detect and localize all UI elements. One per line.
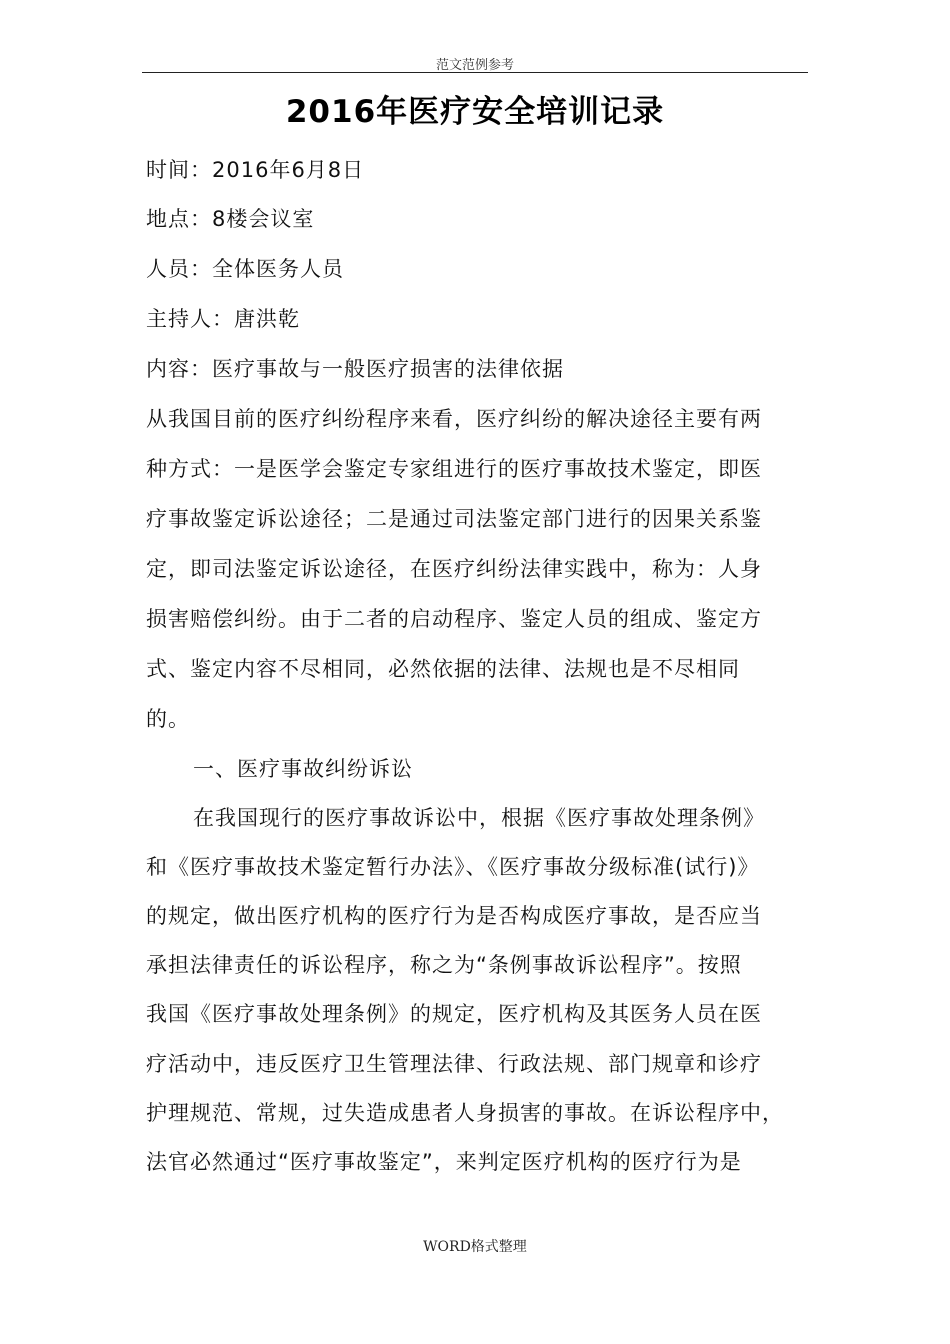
section-heading: 一、医疗事故纠纷诉讼 (193, 757, 413, 781)
meta-place: 地点：8楼会议室 (146, 207, 315, 231)
meta-time: 时间：2016年6月8日 (146, 158, 365, 182)
meta-content: 内容：医疗事故与一般医疗损害的法律依据 (146, 357, 564, 381)
document-title: 2016年医疗安全培训记录 (285, 94, 665, 130)
page-footer-text: WORD格式整理 (423, 1239, 527, 1255)
paragraph-line: 在我国现行的医疗事故诉讼中，根据《医疗事故处理条例》 (193, 806, 765, 830)
meta-people: 人员：全体医务人员 (146, 257, 344, 281)
paragraph-line: 定，即司法鉴定诉讼途径，在医疗纠纷法律实践中，称为：人身 (146, 557, 762, 581)
paragraph-line: 护理规范、常规，过失造成患者人身损害的事故。在诉讼程序中， (146, 1101, 784, 1125)
paragraph-line: 疗活动中，违反医疗卫生管理法律、行政法规、部门规章和诊疗 (146, 1052, 762, 1076)
paragraph-line: 法官必然通过“医疗事故鉴定”，来判定医疗机构的医疗行为是 (146, 1150, 742, 1174)
paragraph-line: 从我国目前的医疗纠纷程序来看，医疗纠纷的解决途径主要有两 (146, 407, 762, 431)
meta-host: 主持人：唐洪乾 (146, 307, 300, 331)
paragraph-line: 的。 (146, 707, 190, 731)
paragraph-line: 种方式：一是医学会鉴定专家组进行的医疗事故技术鉴定，即医 (146, 457, 762, 481)
paragraph-line: 承担法律责任的诉讼程序，称之为“条例事故诉讼程序”。按照 (146, 953, 742, 977)
paragraph-line: 损害赔偿纠纷。由于二者的启动程序、鉴定人员的组成、鉴定方 (146, 607, 762, 631)
paragraph-line: 式、鉴定内容不尽相同，必然依据的法律、法规也是不尽相同 (146, 657, 740, 681)
paragraph-line: 我国《医疗事故处理条例》的规定，医疗机构及其医务人员在医 (146, 1002, 762, 1026)
paragraph-line: 和《医疗事故技术鉴定暂行办法》、《医疗事故分级标准(试行)》 (146, 855, 760, 879)
header-divider (142, 72, 808, 73)
page-header-text: 范文范例参考 (435, 58, 514, 73)
paragraph-line: 疗事故鉴定诉讼途径；二是通过司法鉴定部门进行的因果关系鉴 (146, 507, 762, 531)
paragraph-line: 的规定，做出医疗机构的医疗行为是否构成医疗事故，是否应当 (146, 904, 762, 928)
